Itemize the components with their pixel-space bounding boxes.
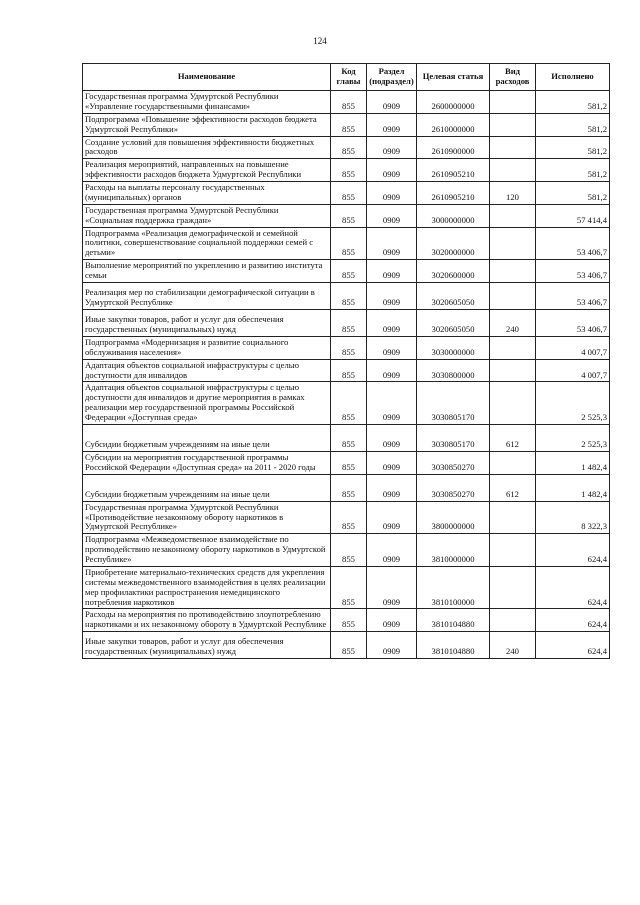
cell-section: 0909	[367, 136, 417, 159]
cell-name: Адаптация объектов социальной инфраструктуры с целью доступности для инвалидов	[83, 359, 331, 382]
table-row	[83, 566, 610, 609]
cell-executed: 581,2	[536, 113, 610, 136]
cell-section: 0909	[367, 309, 417, 336]
cell-code: 855	[331, 424, 367, 451]
cell-executed: 8 322,3	[536, 501, 610, 534]
cell-executed: 2 525,3	[536, 382, 610, 425]
cell-executed: 581,2	[536, 91, 610, 114]
cell-type	[490, 282, 536, 309]
cell-code: 855	[331, 451, 367, 474]
cell-section: 0909	[367, 182, 417, 205]
cell-name: Государственная программа Удмуртской Республики «Управление государственными финансами»	[83, 91, 331, 114]
table-row	[83, 260, 610, 283]
cell-code: 855	[331, 282, 367, 309]
cell-code: 855	[331, 534, 367, 567]
cell-target: 3020605050	[417, 282, 490, 309]
cell-target: 2610900000	[417, 136, 490, 159]
cell-type	[490, 91, 536, 114]
cell-section: 0909	[367, 159, 417, 182]
cell-section: 0909	[367, 382, 417, 425]
cell-executed: 53 406,7	[536, 282, 610, 309]
cell-type: 240	[490, 309, 536, 336]
cell-name: Государственная программа Удмуртской Республики «Социальная поддержка граждан»	[83, 204, 331, 227]
budget-execution-table	[82, 63, 610, 659]
header-section: Раздел (подраздел)	[367, 64, 417, 91]
table-row	[83, 204, 610, 227]
cell-name: Подпрограмма «Модернизация и развитие социального обслуживания населения»	[83, 336, 331, 359]
cell-type	[490, 159, 536, 182]
cell-name: Выполнение мероприятий по укреплению и развитию института семьи	[83, 260, 331, 283]
cell-type	[490, 382, 536, 425]
cell-name: Иные закупки товаров, работ и услуг для обеспечения государственных (муниципальных) нужд	[83, 309, 331, 336]
table-row	[83, 359, 610, 382]
cell-name: Субсидии бюджетным учреждениям на иные цели	[83, 474, 331, 501]
cell-executed: 2 525,3	[536, 424, 610, 451]
cell-section: 0909	[367, 227, 417, 260]
table-row	[83, 474, 610, 501]
table-row	[83, 182, 610, 205]
cell-code: 855	[331, 204, 367, 227]
table-row	[83, 136, 610, 159]
cell-executed: 624,4	[536, 566, 610, 609]
header-executed: Исполнено	[536, 64, 610, 91]
cell-executed: 624,4	[536, 609, 610, 632]
cell-target: 3810100000	[417, 566, 490, 609]
table-body	[83, 91, 610, 659]
cell-type	[490, 451, 536, 474]
cell-name: Подпрограмма «Повышение эффективности расходов бюджета Удмуртской Республики»	[83, 113, 331, 136]
cell-name: Иные закупки товаров, работ и услуг для обеспечения государственных (муниципальных) нужд	[83, 632, 331, 659]
table-row	[83, 609, 610, 632]
cell-section: 0909	[367, 474, 417, 501]
page-number: 124	[313, 36, 327, 46]
cell-section: 0909	[367, 204, 417, 227]
cell-target: 3810104880	[417, 632, 490, 659]
header-name: Наименование	[83, 64, 331, 91]
cell-target: 2610000000	[417, 113, 490, 136]
table-row	[83, 91, 610, 114]
cell-type: 612	[490, 474, 536, 501]
cell-name: Расходы на мероприятия по противодействию злоупотреблению наркотиками и их незаконному обороту в Удмуртской Республике	[83, 609, 331, 632]
cell-section: 0909	[367, 451, 417, 474]
cell-section: 0909	[367, 113, 417, 136]
cell-target: 3030805170	[417, 424, 490, 451]
cell-section: 0909	[367, 501, 417, 534]
cell-target: 3810000000	[417, 534, 490, 567]
cell-type	[490, 609, 536, 632]
cell-type	[490, 113, 536, 136]
header-code: Код главы	[331, 64, 367, 91]
header-target: Целевая статья	[417, 64, 490, 91]
cell-executed: 581,2	[536, 136, 610, 159]
table-row	[83, 282, 610, 309]
table-row	[83, 382, 610, 425]
cell-section: 0909	[367, 632, 417, 659]
table-row	[83, 227, 610, 260]
cell-code: 855	[331, 309, 367, 336]
cell-target: 3030800000	[417, 359, 490, 382]
cell-code: 855	[331, 632, 367, 659]
cell-name: Создание условий для повышения эффективности бюджетных расходов	[83, 136, 331, 159]
cell-code: 855	[331, 227, 367, 260]
cell-target: 3030000000	[417, 336, 490, 359]
cell-type	[490, 204, 536, 227]
cell-executed: 53 406,7	[536, 260, 610, 283]
cell-section: 0909	[367, 534, 417, 567]
cell-code: 855	[331, 501, 367, 534]
table-row	[83, 336, 610, 359]
cell-executed: 624,4	[536, 534, 610, 567]
cell-name: Подпрограмма «Реализация демографической и семейной политики, совершенствование социальной поддержки семей с детьми»	[83, 227, 331, 260]
cell-name: Субсидии на мероприятия государственной программы Российской Федерации «Доступная среда» на 2011 - 2020 годы	[83, 451, 331, 474]
cell-code: 855	[331, 566, 367, 609]
cell-section: 0909	[367, 566, 417, 609]
cell-type: 120	[490, 182, 536, 205]
header-type: Вид расходов	[490, 64, 536, 91]
cell-section: 0909	[367, 282, 417, 309]
cell-executed: 1 482,4	[536, 474, 610, 501]
cell-section: 0909	[367, 424, 417, 451]
cell-code: 855	[331, 91, 367, 114]
cell-code: 855	[331, 336, 367, 359]
cell-executed: 581,2	[536, 182, 610, 205]
cell-type	[490, 336, 536, 359]
cell-section: 0909	[367, 336, 417, 359]
table-row	[83, 424, 610, 451]
cell-target: 3030850270	[417, 474, 490, 501]
cell-code: 855	[331, 113, 367, 136]
cell-target: 3800000000	[417, 501, 490, 534]
table-row	[83, 309, 610, 336]
cell-executed: 4 007,7	[536, 336, 610, 359]
cell-target: 3000000000	[417, 204, 490, 227]
cell-code: 855	[331, 159, 367, 182]
cell-target: 2610905210	[417, 159, 490, 182]
cell-type	[490, 359, 536, 382]
cell-executed: 57 414,4	[536, 204, 610, 227]
cell-code: 855	[331, 260, 367, 283]
cell-name: Государственная программа Удмуртской Республики «Противодействие незаконному обороту наркотиков в Удмуртской Республике»	[83, 501, 331, 534]
cell-section: 0909	[367, 359, 417, 382]
cell-target: 3810104880	[417, 609, 490, 632]
cell-name: Реализация мероприятий, направленных на повышение эффективности расходов бюджета Удмуртской Республики	[83, 159, 331, 182]
cell-type	[490, 534, 536, 567]
cell-code: 855	[331, 474, 367, 501]
cell-target: 3020600000	[417, 260, 490, 283]
cell-code: 855	[331, 136, 367, 159]
cell-code: 855	[331, 382, 367, 425]
cell-code: 855	[331, 609, 367, 632]
cell-executed: 581,2	[536, 159, 610, 182]
cell-type	[490, 260, 536, 283]
cell-type: 240	[490, 632, 536, 659]
table-header-row	[83, 64, 610, 91]
cell-executed: 624,4	[536, 632, 610, 659]
table-row	[83, 534, 610, 567]
cell-name: Субсидии бюджетным учреждениям на иные цели	[83, 424, 331, 451]
cell-target: 3030850270	[417, 451, 490, 474]
cell-type: 612	[490, 424, 536, 451]
cell-type	[490, 227, 536, 260]
table-row	[83, 159, 610, 182]
cell-type	[490, 136, 536, 159]
table-row	[83, 632, 610, 659]
cell-target: 3020605050	[417, 309, 490, 336]
cell-name: Адаптация объектов социальной инфраструктуры с целью доступности для инвалидов и другие мероприятия в рамках реализации мер государственной программы Российской Федерации «Доступная среда»	[83, 382, 331, 425]
cell-type	[490, 566, 536, 609]
cell-code: 855	[331, 182, 367, 205]
cell-executed: 1 482,4	[536, 451, 610, 474]
table-row	[83, 501, 610, 534]
cell-name: Подпрограмма «Межведомственное взаимодействие по противодействию незаконному обороту наркотиков в Удмуртской Республике»	[83, 534, 331, 567]
cell-name: Приобретение материально-технических средств для укрепления системы межведомственного взаимодействия в целях реализации мер профилактики распространения немедицинского потребления наркотиков	[83, 566, 331, 609]
cell-name: Расходы на выплаты персоналу государственных (муниципальных) органов	[83, 182, 331, 205]
cell-target: 2610905210	[417, 182, 490, 205]
cell-section: 0909	[367, 609, 417, 632]
cell-target: 2600000000	[417, 91, 490, 114]
table-row	[83, 113, 610, 136]
table-row	[83, 451, 610, 474]
cell-executed: 53 406,7	[536, 309, 610, 336]
cell-executed: 53 406,7	[536, 227, 610, 260]
cell-executed: 4 007,7	[536, 359, 610, 382]
cell-section: 0909	[367, 260, 417, 283]
cell-code: 855	[331, 359, 367, 382]
cell-name: Реализация мер по стабилизации демографической ситуации в Удмуртской Республике	[83, 282, 331, 309]
cell-section: 0909	[367, 91, 417, 114]
cell-target: 3020000000	[417, 227, 490, 260]
cell-target: 3030805170	[417, 382, 490, 425]
cell-type	[490, 501, 536, 534]
